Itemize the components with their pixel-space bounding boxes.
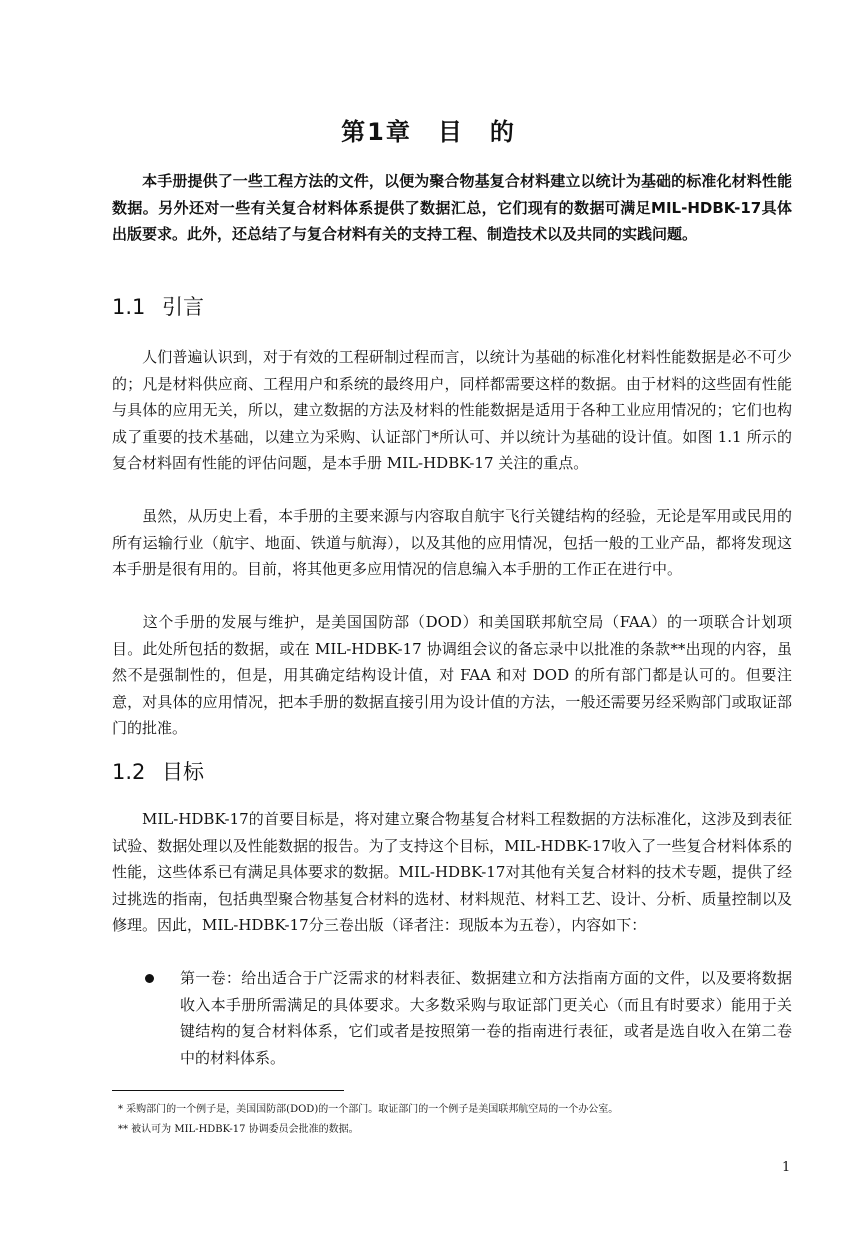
list-item-text: 第一卷：给出适合于广泛需求的材料表征、数据建立和方法指南方面的文件，以及要将数据收入本手册所需满足的具体要求。大多数采购与取证部门更关心（而且有时要求）能用于关键结构的复合材料体系，它们或者是按照第一卷的指南进行表征，或者是选自收入在第二卷中的材料体系。 [180, 969, 792, 1067]
footnote-divider [112, 1090, 344, 1091]
section-title: 引言 [162, 295, 204, 319]
intro-paragraph-text: 本手册提供了一些工程方法的文件，以便为聚合物基复合材料建立以统计为基础的标准化材料性能数据。另外还对一些有关复合材料体系提供了数据汇总，它们现有的数据可满足MIL-HDBK-17具体出版要求。此外，还总结了与复合材料有关的支持工程、制造技术以及共同的实践问题。 [112, 172, 792, 243]
section-heading-1-1 [112, 291, 204, 321]
section-number: 1.1 [112, 295, 146, 319]
paragraph-text: MIL-HDBK-17的首要目标是，将对建立聚合物基复合材料工程数据的方法标准化，这涉及到表征试验、数据处理以及性能数据的报告。为了支持这个目标，MIL-HDBK-17收入了一些复合材料体系的性能，这些体系已有满足具体要求的数据。MIL-HDBK-17对其他有关复合材料的技术专题，提供了经过挑选的指南，包括典型聚合物基复合材料的选材、材料规范、材料工艺、设计、分析、质量控制以及修理。因此，MIL-HDBK-17分三卷出版（译者注：现版本为五卷），内容如下： [112, 810, 792, 934]
paragraph-text: 人们普遍认识到，对于有效的工程研制过程而言，以统计为基础的标准化材料性能数据是必不可少的；凡是材料供应商、工程用户和系统的最终用户，同样都需要这样的数据。由于材料的这些固有性能与具体的应用无关，所以，建立数据的方法及材料的性能数据是适用于各种工业应用情况的；它们也构成了重要的技术基础，以建立为采购、认证部门*所认可、并以统计为基础的设计值。如图 1.1 所示的复合材料固有性能的评估问题，是本手册 MIL-HDBK-17 关注的重点。 [112, 348, 792, 472]
footnote: * 采购部门的一个例子是，美国国防部(DOD)的一个部门。取证部门的一个例子是美国联邦航空局的一个办公室。 [118, 1104, 619, 1115]
footnote: ** 被认可为 MIL-HDBK-17 协调委员会批准的数据。 [118, 1124, 359, 1135]
section-title: 目标 [162, 760, 204, 784]
bullet-icon [145, 974, 154, 983]
page-number: 1 [782, 1160, 791, 1175]
chapter-title: 第1章 目 的 [341, 118, 516, 146]
paragraph-text: 虽然，从历史上看，本手册的主要来源与内容取自航宇飞行关键结构的经验，无论是军用或民用的所有运输行业（航宇、地面、铁道与航海），以及其他的应用情况，包括一般的工业产品，都将发现这本手册是很有用的。目前，将其他更多应用情况的信息编入本手册的工作正在进行中。 [112, 507, 792, 578]
paragraph-text: 这个手册的发展与维护，是美国国防部（DOD）和美国联邦航空局（FAA）的一项联合计划项目。此处所包括的数据，或在 MIL-HDBK-17 协调组会议的备忘录中以批准的条款**出现的内容，虽然不是强制性的，但是，用其确定结构设计值，对 FAA 和对 DOD 的所有部门都是认可的。但要注意，对具体的应用情况，把本手册的数据直接引用为设计值的方法，一般还需要另经采购部门或取证部门的批准。 [112, 613, 792, 737]
section-heading-1-2 [112, 756, 204, 786]
intro-paragraph [112, 168, 792, 248]
body-paragraph [112, 806, 792, 939]
body-paragraph [112, 503, 792, 583]
section-number: 1.2 [112, 760, 146, 784]
body-paragraph [112, 344, 792, 477]
body-paragraph [112, 609, 792, 742]
